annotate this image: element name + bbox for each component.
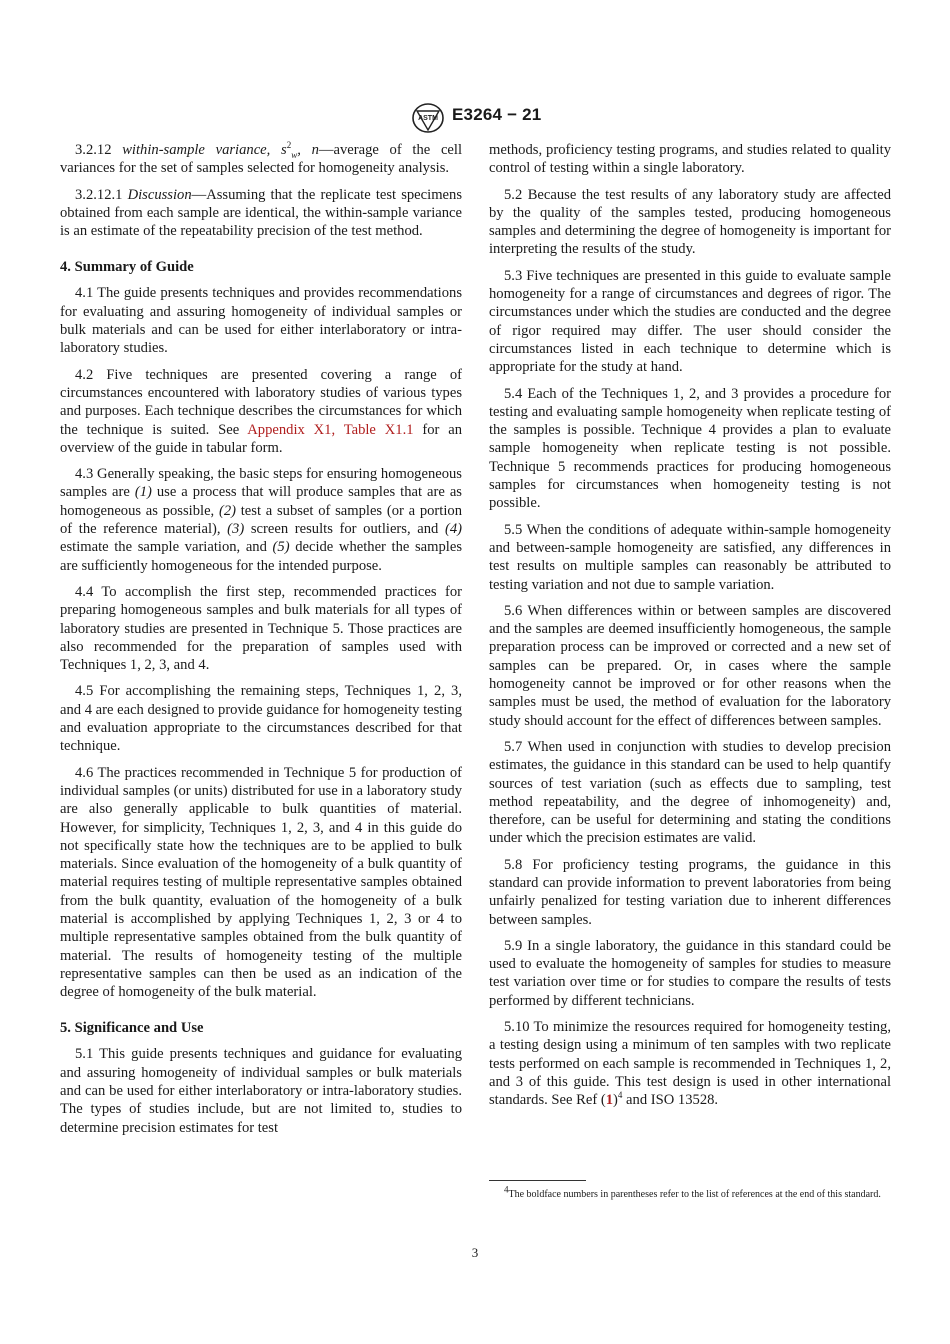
section-5-3: 5.3 Five techniques are presented in this guide to evaluate sample homogeneity for a range of circumstances and degrees of rigor. The circumstances under which the studies are conducted and the degree of rigor required may differ. The user should consider the circumstances listed in each technique to determine which is appropriate for the study at hand. — [489, 267, 891, 376]
section-5-10: 5.10 To minimize the resources required for homogeneity testing, a testing design using a minimum of ten samples with two replicate tests performed on each sample is recommended in Techniques 1, 2, and 3 of this guide. This test design is used in other international standards. See Ref $(1)^4$ and ISO 13528. — [489, 1019, 891, 1109]
section-4-1: 4.1 The guide presents techniques and provides recommendations for evaluating and assuring homogeneity of individual samples or bulk materials and can be used for either interlaboratory or intra-laboratory studies. — [60, 285, 462, 357]
left-column — [60, 141, 462, 1145]
section-5-1: 5.1 This guide presents techniques and guidance for evaluating and assuring homogeneity of individual samples or bulk materials and can be used for either interlaboratory or intra-laboratory studies. The types of studies include, but are not limited to, studies to determine precision estimates for test — [60, 1046, 462, 1136]
heading-summary-of-guide: 4. Summary of Guide — [60, 259, 194, 276]
footnote-marker[interactable]: 4 — [617, 1090, 623, 1101]
footnote-divider — [489, 1180, 586, 1181]
heading-significance-and-use: 5. Significance and Use — [60, 1020, 204, 1037]
section-5-4: 5.4 Each of the Techniques 1, 2, and 3 provides a procedure for testing and evaluating sample homogeneity when replicate testing of the samples is possible. Technique 4 provides a plan to evaluate sample homogeneity when replicate testing is not possible. Technique 5 recommends practices for producing homogeneous samples for circumstances when homogeneity testing is not possible. — [489, 385, 891, 512]
right-column — [489, 141, 891, 1118]
section-4-2: 4.2 Five techniques are presented covering a range of circumstances encountered with laboratory studies of various types and purposes. Each technique describes the circumstances for which the technique is suited. See Appendix X1, Table X1.1 for an overview of the guide in tabular form. — [60, 366, 462, 456]
appendix-link[interactable]: Appendix X1, Table X1.1 — [247, 421, 414, 438]
reference-link[interactable]: 1 — [605, 1092, 614, 1109]
astm-logo-icon — [412, 103, 444, 133]
section-5-7: 5.7 When used in conjunction with studies to develop precision estimates, the guidance in this standard can be used to help quantify sources of test variation (such as effects due to sampling, test method repeatability, and the degree of inhomogeneity) and, therefore, can be useful for determining and stating the conditions under which the precision estimates are valid. — [489, 738, 891, 847]
section-5-5: 5.5 When the conditions of adequate within-sample homogeneity and between-sample homogeneity are satisfied, any differences in test results on multiple samples can reasonably be attributed to testing variation and not due to sample variation. — [489, 521, 891, 593]
section-4-6: 4.6 The practices recommended in Technique 5 for production of individual samples (or units) distributed for use in a laboratory study are also generally applicable to bulk quantities of material. However, for simplicity, Techniques 1, 2, 3, and 4 in this guide do not specifically state how the techniques are to be applied to bulk materials. Since evaluation of the homogeneity of a bulk quantity of material requires testing of multiple representative samples obtained from the bulk quantity, evaluation of the homogeneity of a bulk material is accomplished by applying Techniques 1, 2, 3 or 4 to multiple representative samples obtained from the bulk quantity of material. The results of homogeneity testing of the multiple representative samples can then be used as an indication of the degree of homogeneity of the bulk material. — [60, 764, 462, 1001]
section-3-2-12-1: 3.2.12.1 Discussion—Assuming that the replicate test specimens obtained from each sample are identical, the within-sample variance is an estimate of the repeatability precision of the test method. — [60, 186, 462, 240]
section-5-8: 5.8 For proficiency testing programs, the guidance in this standard can provide information to prevent laboratories from being unfairly penalized for testing variation due to inherent differences between samples. — [489, 856, 891, 928]
page-number: 3 — [471, 1245, 479, 1260]
footnote: $^4$The boldface numbers in parentheses refer to the list of references at the end of this standard. — [504, 1184, 881, 1200]
designation: E3264 − 21 — [452, 105, 542, 124]
section-4-3: 4.3 Generally speaking, the basic steps for ensuring homogeneous samples are (1) use a process that will produce samples that are as homogeneous as possible, (2) test a subset of samples (or a portion of the reference material), (3) screen results for outliers, and (4) estimate the sample variation, and (5) decide whether the samples are sufficiently homogeneous for the intended purpose. — [60, 466, 463, 574]
section-5-6: 5.6 When differences within or between samples are discovered and the samples are deemed insufficiently homogeneous, the sample preparation process can be improved or corrected and a new set of samples can be prepared. Or, in cases where the sample homogeneity cannot be improved or for other reasons when the samples must be used, the method of evaluation for the laboratory study should account for the effect of differences between samples. — [489, 602, 891, 729]
section-5-2: 5.2 Because the test results of any laboratory study are affected by the quality of the samples tested, producing homogeneous samples and determining the degree of homogeneity is important for interpreting the results of the study. — [489, 186, 891, 258]
section-5-9: 5.9 In a single laboratory, the guidance in this standard could be used to evaluate the homogeneity of samples for studies to measure test variation over time or for studies to compare the results of tests performed by different technicians. — [489, 937, 891, 1009]
svg-text:ASTM: ASTM — [418, 115, 438, 122]
section-3-2-12: 3.2.12 within-sample variance, $s^2_w$, n—average of the cell variances for the set of samples selected for homogeneity analysis. — [60, 140, 463, 177]
section-4-5: 4.5 For accomplishing the remaining steps, Techniques 1, 2, 3, and 4 are each designed to provide guidance for homogeneity testing and evaluation appropriate to the circumstances described for that technique. — [60, 683, 463, 755]
section-4-4: 4.4 To accomplish the first step, recommended practices for preparing homogeneous samples and bulk materials for all types of laboratory studies are presented in Technique 5. Those practices are also recommended for the preparation of samples used with Techniques 1, 2, 3, and 4. — [60, 583, 462, 674]
section-5-1-continued: methods, proficiency testing programs, and studies related to quality control of testing within a single laboratory. — [489, 142, 891, 177]
page-header — [0, 103, 950, 133]
